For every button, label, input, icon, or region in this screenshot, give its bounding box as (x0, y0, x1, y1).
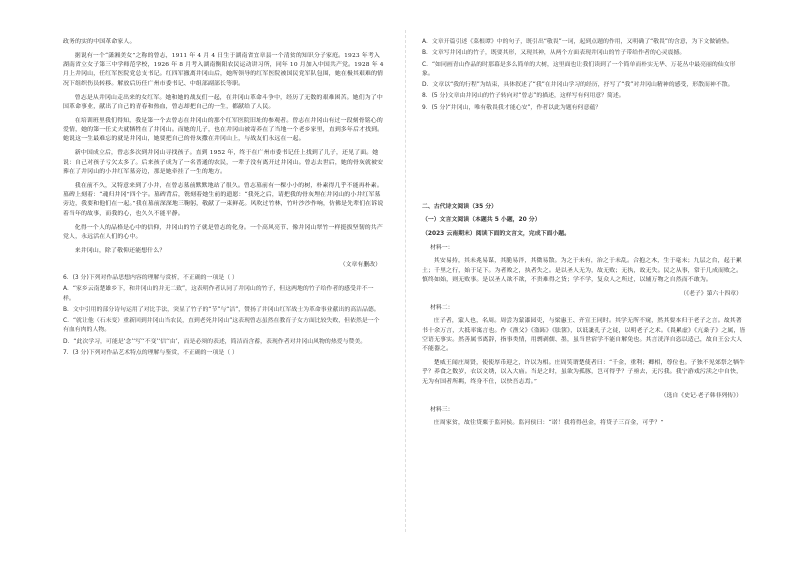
question-7-options (422, 38, 746, 90)
classical-text: 其安易持，其未兆易谋，其脆易泮，其微易散。为之于未有，治之于未乱。合抱之木，生于毫末；九层之台，起于累土；千里之行，始于足下。为者败之，执者失之。是以圣人无为，故无败；无执，故无失。民之从事，常于几成而败之。慎终如始，则无败事。是以圣人欲不欲，不贵难得之货；学不学，复众人之所过，以辅万物之自然而不敢为。 (422, 258, 743, 283)
option-b: B．文中引用的部分诗句运用了对比手法，突显了竹子的“节”与“洁”，赞扬了井冈山红军战士为革命事业献出的高洁品德。 (63, 306, 380, 313)
subsection-heading: （一）文言文阅读（本题共 5 小题，20 分） (422, 217, 541, 224)
passage-paragraph: 新中国成立后，曾志多次到井冈山寻找孩子。直到 1952 年，终于在广州市委书记任上找到了儿子，还见了面。她说：自己对孩子亏欠太多了。后来孩子成为了一名普通的农民，一辈子没有离开过井冈山。曾志去世后，她的骨灰就被安葬在了井冈山的小井红军墓旁边，那是她牵挂了一生的地方。 (63, 150, 384, 175)
passage-paragraph: 政务的实的中国革命家人。 (63, 39, 136, 45)
option-b: B．文章写井冈山的竹子，既要其形，又现其神，从两个方面表现井冈山的竹子带给作者的心灵震撼。 (422, 50, 686, 57)
material-source: （《老子》第六十四章） (680, 290, 742, 297)
question-6 (63, 274, 385, 347)
passage-paragraph: 我在前不久，又特意来到了小井，在曾志墓前默默地站了很久。曾志墓前有一棵小小的树，朴素得几乎不能再朴素。墓碑上刻着：“魂归井冈”四个字。墓碑背后，镌刻着她生前的遗愿：“我死之后，请把我的骨灰埋在井冈山的小井红军墓旁边，我要和他们在一起。”我在墓前深深地三鞠躬，敬献了一束鲜花。风吹过竹林，竹叶沙沙作响，仿佛是先辈们在诉说着当年的故事，而我的心，也久久不能平静。 (63, 182, 384, 217)
question-stem: 6．(3 分)下列对作品思想内容的理解与赏析，不正确的一项是（ ） (63, 274, 238, 281)
passage-paragraph: 曾志是从井冈山走出来的女红军。她和她的战友们一起，在井冈山革命斗争中，经历了无数的艰难困苦。她们为了中国革命事业，献出了自己的青春和热血，曾志却把自己的一生，都献给了人民。 (63, 94, 383, 110)
answer-space (422, 115, 746, 203)
column-divider (405, 30, 406, 532)
left-column (63, 38, 385, 360)
passage-paragraph: 来井冈山，除了敬仰还能想什么？ (74, 247, 166, 254)
reading-instruction: （2023 云南期末）阅读下面的文言文，完成下面小题。 (422, 230, 571, 237)
section-heading: 二、古代诗文阅读（35 分） (422, 204, 498, 211)
option-c: C．“如同画青山作品的时那幕是多么简单的大树，这里面也让我们读到了一个简单而朴实无华、万花丛中最亮丽的仙女形象。 (422, 61, 736, 77)
classical-text: 庄周家贫，故往贷粟于监河侯。监河侯曰：“诺！我将得邑金，将贷子三百金，可乎？” (433, 420, 664, 427)
passage-source: （文章有删改） (339, 261, 381, 268)
question-8: 8．(5 分)文章由井冈山的竹子转向对“曾志”的描述，这样写有何用意？简述。 (422, 93, 625, 100)
option-d: D．文章以“我的行程”为结束，具体叙述了“我”在井冈山学习的经历，抒写了“我”对井冈山精神的感受，形散而神不散。 (422, 82, 734, 89)
passage-paragraph: 化得一个人的品格是心中的信仰，井冈山的竹子就是曾志的化身。一个高风亮节、像井冈山翠竹一样挺拔坚韧的共产党人，永远活在人们的心中。 (63, 224, 383, 240)
option-a: A．“家乡云南楚雄乡下，和井冈山的并无二致”，这表明作者认同了井冈山的竹子，但这两地的竹子给作者的感受并不一样。 (63, 286, 374, 302)
material-label: 材料二： (430, 305, 454, 312)
question-7-stem: 7．(3 分)下列对作品艺术特点的理解与鉴赏，不正确的一项是（ ） (63, 350, 238, 357)
material-label: 材料一： (430, 244, 454, 251)
option-a: A．文章开篇引述《菜根谭》中的句子，既引出“敬畏”一词，起到点题的作用，又明确了“敬畏”的含意，为下文做铺垫。 (422, 39, 733, 45)
classical-text: 庄子者，蒙人也，名周。周尝为蒙漆园吏，与梁惠王、齐宣王同时。其学无所不窥，然其要本归于老子之言。故其著书十余万言，大抵率寓言也。作《渔父》《盗跖》《胠箧》，以诋訿孔子之徒，以明老子之术。《畏累虚》《亢桑子》之属，皆空语无事实。然善属书离辞，指事类情，用剽剥儒、墨，虽当世宿学不能自解免也。其言洸洋自恣以适己，故自王公大人不能器之。 (422, 318, 746, 353)
classical-text: 楚威王闻庄周贤，使使厚币迎之，许以为相。庄周笑谓楚使者曰：“千金，重利；卿相，尊位也。子独不见郊祭之牺牛乎？养食之数岁，衣以文绣，以入大庙。当是之时，虽欲为孤豚，岂可得乎？子亟去，无污我。我宁游戏污渎之中自快，无为有国者所羁，终身不仕，以快吾志焉。” (422, 360, 746, 385)
option-c: C．“就让他（石未变）重新回到井冈山当农民，直到老死井冈山”这表现曾志虽然在教育子女方面比较失败，但依然是一个有血有肉的人物。 (63, 318, 380, 334)
material-label: 材料三： (430, 406, 454, 413)
passage-paragraph: 在培训班里我们得知，我是第一个去曾志在井冈山的那个红军医院旧址的参观者。曾志在井冈山有过一段刻骨铭心的爱情，她的第一任丈夫就牺牲在了井冈山。而她的儿子，也在井冈山被寄养在了当地一个老乡家里，直到多年后才找到。她说这一生最难忘的就是井冈山，她要把自己的骨灰撒在井冈山上，与战友们永远在一起。 (63, 117, 384, 143)
passage-paragraph: 据说有一个“潇湘美女”之称的曾志，1911 年 4 月 4 日生于湖南省宜章县一个清贫的知识分子家庭。1923 年考入湖南省立女子第三中学师范学校，1926 年 8 月考入湖南衡阳农民运动讲习所，同年 10 月加入中国共产党。1928 年 4 月上井冈山，任红军医院党总支书记。红四军撤离井冈山后，她所领导的红军医院被国民党军队包围，她在极其艰难的情况下组织伤员转移。解放后历任广州市委书记、中组部副部长等职。 (63, 52, 384, 87)
right-column (422, 38, 746, 433)
option-d: D．“此次学习，可能是‘念’‘写’‘不变’‘信’‘由’，而是必须的表述，简洁而含蓄，表现作者对井冈山风物的热爱与赞美。 (63, 338, 367, 345)
material-source: （选自《史记·老子韩非列传》） (660, 392, 742, 399)
question-9: 9．(5 分)“井冈山，唯有敬畏我才能心安”，作者以此为题有何意蕴？ (422, 104, 602, 111)
